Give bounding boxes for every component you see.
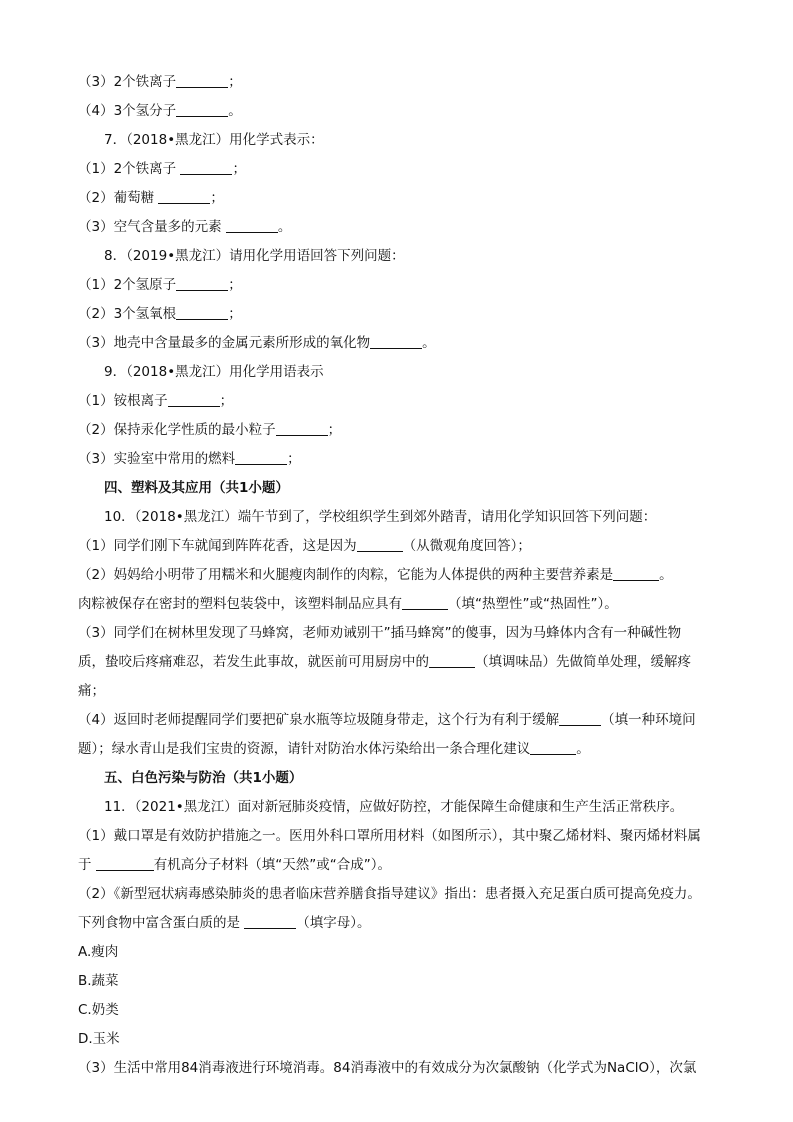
- question-title: 9．（2018•黑龙江）用化学用语表示: [104, 364, 324, 380]
- answer-blank[interactable]: [530, 739, 576, 755]
- text-line: （2）3个氢氧根 ；: [78, 306, 242, 322]
- section-heading: 四、塑料及其应用（共1小题）: [104, 480, 289, 496]
- answer-blank[interactable]: [180, 159, 232, 175]
- text-line: （3）同学们在树林里发现了马蜂窝，老师劝诫别干”插马蜂窝”的傻事，因为马蜂体内含有一种碱性物: [78, 625, 682, 641]
- answer-blank[interactable]: [176, 275, 228, 291]
- option-b: B.蔬菜: [78, 973, 119, 989]
- text-line: （4）3个氢分子 。: [78, 103, 242, 119]
- document-page: [78, 68, 738, 1083]
- text-line: （2）葡萄糖 ；: [78, 190, 224, 206]
- section-heading: 五、白色污染与防治（共1小题）: [104, 770, 303, 786]
- text-line: （1）2个氢原子 ；: [78, 277, 242, 293]
- answer-blank[interactable]: [176, 304, 228, 320]
- text-line: （1）戴口罩是有效防护措施之一。医用外科口罩所用材料（如图所示），其中聚乙烯材料、聚丙烯材料属: [78, 828, 701, 844]
- answer-blank[interactable]: [176, 72, 228, 88]
- text-line: 质，蛰咬后疼痛难忍，若发生此事故，就医前可用厨房中的 （填调味品）先做简单处理，缓解疼: [78, 654, 691, 670]
- text-line: 下列食物中富含蛋白质的是 （填字母）。: [78, 915, 371, 931]
- answer-blank[interactable]: [402, 594, 448, 610]
- answer-blank[interactable]: [176, 101, 228, 117]
- text-line: 题）；绿水青山是我们宝贵的资源，请针对防治水体污染给出一条合理化建议 。: [78, 741, 590, 757]
- answer-blank[interactable]: [168, 391, 220, 407]
- text-line: 痛；: [78, 683, 105, 699]
- text-line: 于 有机高分子材料（填“天然”或“合成”）。: [78, 857, 392, 873]
- question-title: 11．（2021•黑龙江）面对新冠肺炎疫情，应做好防控，才能保障生命健康和生产生活正常秩序。: [104, 799, 684, 815]
- answer-blank[interactable]: [370, 333, 422, 349]
- question-title: 7．（2018•黑龙江）用化学式表示：: [104, 132, 324, 148]
- answer-blank[interactable]: [429, 652, 475, 668]
- text-line: （1）铵根离子 ；: [78, 393, 234, 409]
- answer-blank[interactable]: [559, 710, 601, 726]
- text-line: （2）保持汞化学性质的最小粒子 ；: [78, 422, 342, 438]
- text-line: （1）2个铁离子 ；: [78, 161, 246, 177]
- answer-blank[interactable]: [357, 536, 403, 552]
- text-line: （4）返回时老师提醒同学们要把矿泉水瓶等垃圾随身带走，这个行为有利于缓解 （填一种环境问: [78, 712, 696, 728]
- text-line: 肉粽被保存在密封的塑料包装袋中，该塑料制品应具有 （填“热塑性”或“热固性”）。: [78, 596, 618, 612]
- text-line: （3）空气含量多的元素 。: [78, 219, 292, 235]
- text-line: （3）生活中常用84消毒液进行环境消毒。84消毒液中的有效成分为次氯酸钠（化学式为NaClO），次氯: [78, 1060, 697, 1076]
- answer-blank[interactable]: [276, 420, 328, 436]
- option-c: C.奶类: [78, 1002, 119, 1018]
- question-title: 8．（2019•黑龙江）请用化学用语回答下列问题：: [104, 248, 405, 264]
- answer-blank[interactable]: [158, 188, 210, 204]
- answer-blank[interactable]: [235, 449, 287, 465]
- option-a: A.瘦肉: [78, 944, 119, 960]
- answer-blank[interactable]: [96, 855, 154, 871]
- text-line: （3）实验室中常用的燃料 ；: [78, 451, 301, 467]
- text-line: （2）妈妈给小明带了用糯米和火腿瘦肉制作的肉粽，它能为人体提供的两种主要营养素是 。: [78, 567, 673, 583]
- question-title: 10．（2018•黑龙江）端午节到了，学校组织学生到郊外踏青，请用化学知识回答下列问题：: [104, 509, 657, 525]
- option-d: D.玉米: [78, 1031, 120, 1047]
- text-line: （2）《新型冠状病毒感染肺炎的患者临床营养膳食指导建议》指出：患者摄入充足蛋白质可提高免疫力。: [78, 886, 701, 902]
- answer-blank[interactable]: [226, 217, 278, 233]
- text-line: （3）2个铁离子 ；: [78, 74, 242, 90]
- text-line: （3）地壳中含量最多的金属元素所形成的氧化物 。: [78, 335, 436, 351]
- text-line: （1）同学们刚下车就闻到阵阵花香，这是因为 （从微观角度回答）；: [78, 538, 531, 554]
- answer-blank[interactable]: [244, 913, 296, 929]
- answer-blank[interactable]: [613, 565, 659, 581]
